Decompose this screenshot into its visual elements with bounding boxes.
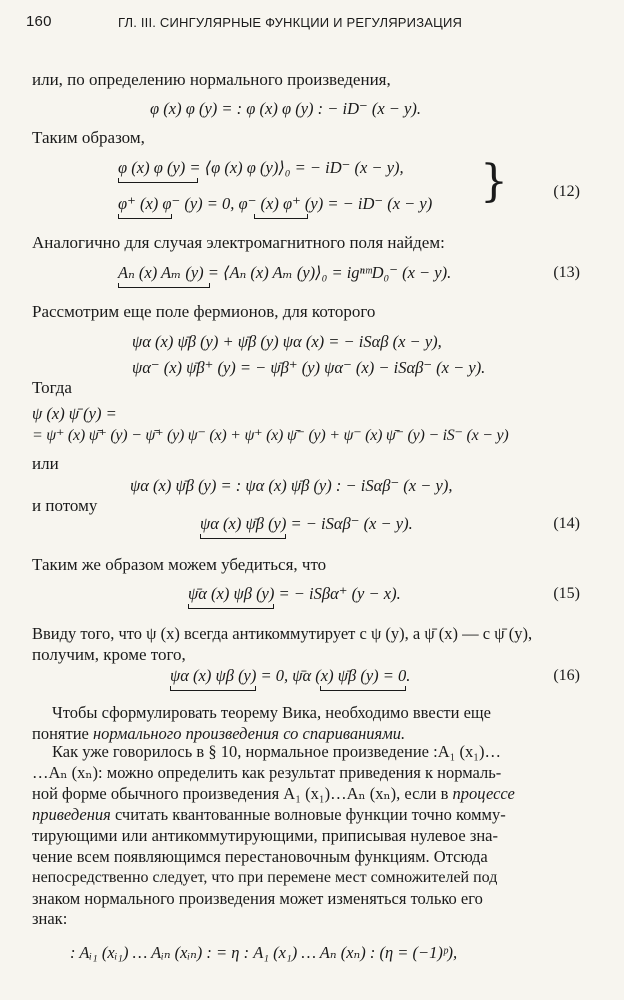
equation-number: (12) <box>553 183 580 200</box>
equation-number: (16) <box>553 667 580 684</box>
equation: Aₙ (x) Aₘ (y) = ⟨Aₙ (x) Aₘ (y)⟩₀ = igⁿᵐD₀⁻ (x − y). <box>118 263 452 282</box>
equation: = ψ⁺ (x) ψ̄⁺ (y) − ψ̄⁺ (y) ψ⁻ (x) + ψ⁺ (x) ψ̄⁻ (y) + ψ⁻ (x) ψ̄⁻ (y) − iS⁻ (x − y) <box>32 427 509 444</box>
equation: ψα (x) ψ̄β (y) = : ψα (x) ψ̄β (y) : − iSαβ⁻ (x − y), <box>130 476 453 495</box>
text-line: непосредственно следует, что при перемене мест сомножителей под <box>32 869 498 886</box>
text-line: или <box>32 454 59 473</box>
text-line <box>32 724 405 744</box>
contraction-bracket <box>320 686 406 691</box>
contraction-bracket <box>118 283 210 288</box>
equation: ψα (x) ψβ (y) = 0, ψ̄α (x) ψ̄β (y) = 0. <box>170 666 411 685</box>
text-plain: понятие <box>32 724 93 743</box>
text-italic: нормального произведения со спариваниями. <box>93 724 406 743</box>
text-line: Таким же образом можем убедиться, что <box>32 555 327 574</box>
text-plain: ной форме обычного произведения A₁ (x₁)…Aₙ (xₙ), если в <box>32 784 453 803</box>
text-line: получим, кроме того, <box>32 645 186 664</box>
text-line: Ввиду того, что ψ (x) всегда антикоммутирует с ψ (y), а ψ̄ (x) — с ψ̄ (y), <box>32 624 533 643</box>
equation-number: (13) <box>553 264 580 281</box>
text-line: и потому <box>32 496 98 515</box>
text-line: Тогда <box>32 378 72 397</box>
text-line <box>32 784 515 804</box>
text-plain: считать квантованные волновые функции точно комму- <box>110 805 506 824</box>
text-line: тирующими или антикоммутирующими, приписывая нулевое зна- <box>32 826 498 845</box>
right-brace: } <box>480 156 508 207</box>
text-line: знак: <box>32 909 68 928</box>
text-line: Чтобы сформулировать теорему Вика, необходимо ввести еще <box>52 703 491 722</box>
equation: φ (x) φ (y) = ⟨φ (x) φ (y)⟩₀ = − iD⁻ (x − y), <box>118 158 404 177</box>
contraction-bracket <box>170 686 256 691</box>
contraction-bracket <box>254 214 308 219</box>
equation: φ (x) φ (y) = : φ (x) φ (y) : − iD⁻ (x − y). <box>150 99 422 118</box>
text-line: Как уже говорилось в § 10, нормальное произведение :A₁ (x₁)… <box>52 742 501 761</box>
equation: φ⁺ (x) φ⁻ (y) = 0, φ⁻ (x) φ⁺ (y) = − iD⁻ (x − y) <box>118 194 433 213</box>
equation: ψ̄α (x) ψβ (y) = − iSβα⁺ (y − x). <box>188 584 401 603</box>
contraction-bracket <box>188 604 274 609</box>
equation: ψα (x) ψ̄β (y) = − iSαβ⁻ (x − y). <box>200 514 413 533</box>
text-italic: процессе <box>452 784 515 803</box>
page-number: 160 <box>26 13 52 30</box>
text-line: знаком нормального произведения может изменяться только его <box>32 889 483 908</box>
text-line: Таким образом, <box>32 128 145 147</box>
running-title: ГЛ. III. СИНГУЛЯРНЫЕ ФУНКЦИИ И РЕГУЛЯРИЗАЦИЯ <box>118 15 463 30</box>
contraction-bracket <box>118 214 172 219</box>
equation: ψ (x) ψ̄ (y) = <box>32 404 117 423</box>
equation: ψα⁻ (x) ψ̄β⁺ (y) = − ψ̄β⁺ (y) ψα⁻ (x) − iSαβ⁻ (x − y). <box>132 358 486 377</box>
text-line: Рассмотрим еще поле фермионов, для которого <box>32 302 376 321</box>
text-line: чение всем появляющимся перестановочным функциям. Отсюда <box>32 847 488 866</box>
text-line: или, по определению нормального произведения, <box>32 70 391 89</box>
text-italic: приведения <box>32 805 111 824</box>
equation-number: (15) <box>553 585 580 602</box>
equation-number: (14) <box>553 515 580 532</box>
equation: ψα (x) ψ̄β (y) + ψ̄β (y) ψα (x) = − iSαβ (x − y), <box>132 332 442 351</box>
contraction-bracket <box>200 534 286 539</box>
equation: : Aᵢ₁ (xᵢ₁) … Aᵢₙ (xᵢₙ) : = η : A₁ (x₁) … Aₙ (xₙ) : (η = (−1)ᵖ), <box>70 943 458 962</box>
text-line <box>32 805 506 825</box>
contraction-bracket <box>118 178 198 183</box>
text-line: …Aₙ (xₙ): можно определить как результат приведения к нормаль- <box>32 763 502 782</box>
text-line: Аналогично для случая электромагнитного поля найдем: <box>32 233 445 252</box>
